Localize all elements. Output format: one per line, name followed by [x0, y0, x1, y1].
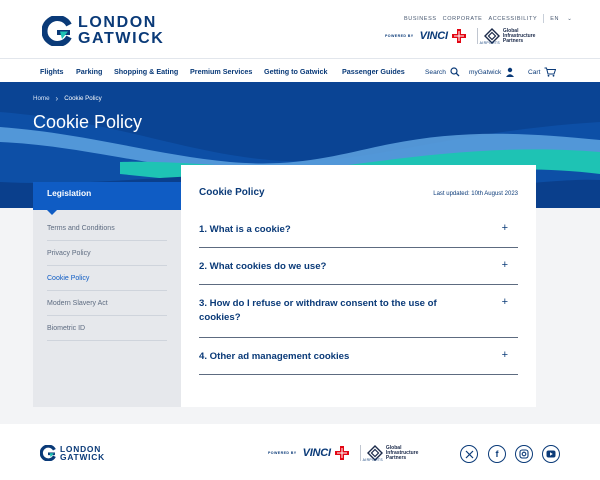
last-updated: Last updated: 10th August 2023 — [433, 191, 518, 197]
instagram-icon[interactable] — [515, 445, 533, 463]
x-icon[interactable] — [460, 445, 478, 463]
cart-icon — [544, 67, 556, 77]
footer-powered-label: POWERED BY — [268, 451, 297, 455]
footer-gip-line-2: Infrastructure — [385, 449, 419, 456]
gatwick-g-icon — [40, 445, 56, 461]
vinci-logo — [419, 28, 501, 45]
search-label: Search — [425, 68, 446, 76]
breadcrumb-current: Cookie Policy — [64, 95, 102, 102]
sidebar-heading: Legislation — [33, 182, 181, 210]
logo-wordmark — [78, 15, 164, 47]
powered-by — [385, 28, 535, 44]
sidebar-item-biometric-id[interactable]: Biometric ID — [47, 316, 167, 341]
utility-nav — [404, 14, 584, 23]
plus-icon: + — [501, 222, 508, 234]
vinci-airports-label: AIRPORTS — [479, 41, 501, 45]
facebook-icon[interactable] — [488, 445, 506, 463]
gip-wordmark — [503, 29, 536, 44]
footer-gip-wordmark — [386, 446, 419, 461]
plus-icon: + — [501, 349, 508, 361]
sidebar-list — [33, 210, 181, 341]
cart-button[interactable] — [528, 67, 556, 77]
gip-line-3: Partners — [502, 37, 524, 44]
footer-gip-line-3: Partners — [385, 454, 407, 461]
accordion-title: 2. What cookies do we use? — [199, 261, 327, 272]
accordion-item-1[interactable] — [199, 211, 518, 248]
chevron-down-icon: ⌄ — [567, 15, 573, 22]
utility-divider — [543, 14, 544, 23]
section-heading: Cookie Policy — [199, 187, 265, 198]
my-gatwick-label: myGatwick — [469, 68, 502, 76]
plus-icon: + — [501, 296, 508, 308]
logo-line-2: GATWICK — [78, 30, 165, 47]
vinci-cross-icon — [451, 28, 467, 44]
plus-icon: + — [501, 259, 508, 271]
sidebar — [33, 182, 181, 407]
youtube-icon[interactable] — [542, 445, 560, 463]
my-gatwick-button[interactable] — [469, 67, 515, 77]
utility-business-link[interactable]: BUSINESS — [404, 15, 437, 22]
youtube-glyph-icon — [546, 450, 556, 458]
sidebar-item-terms[interactable]: Terms and Conditions — [47, 216, 167, 241]
utility-accessibility-link[interactable]: ACCESSIBILITY — [488, 15, 538, 22]
footer-gip-line-1: Global — [385, 444, 402, 451]
logo-line-1: LONDON — [78, 14, 157, 31]
powered-by-label: POWERED BY — [385, 34, 414, 38]
cart-label: Cart — [528, 68, 541, 76]
main-content — [181, 165, 536, 407]
nav-parking[interactable]: Parking — [76, 67, 103, 76]
nav-flights[interactable]: Flights — [40, 67, 64, 76]
sidebar-item-privacy[interactable]: Privacy Policy — [47, 241, 167, 266]
accordion-title: 3. How do I refuse or withdraw consent to the use of cookies? — [199, 298, 437, 323]
gatwick-g-icon — [42, 16, 72, 46]
nav-shopping-eating[interactable]: Shopping & Eating — [114, 67, 179, 76]
accordion-item-2[interactable] — [199, 248, 518, 285]
accordion-title: 1. What is a cookie? — [199, 224, 291, 235]
x-glyph-icon — [465, 450, 474, 459]
gip-line-1: Global — [502, 27, 519, 34]
nav-premium-services[interactable]: Premium Services — [190, 67, 253, 76]
language-selector[interactable] — [550, 16, 578, 22]
nav-getting-to-gatwick[interactable]: Getting to Gatwick — [264, 67, 328, 76]
accordion-item-3[interactable] — [199, 285, 518, 338]
gatwick-logo[interactable] — [42, 15, 164, 47]
footer-powered-by — [268, 445, 418, 461]
vinci-cross-icon — [334, 445, 350, 461]
breadcrumb-home[interactable]: Home — [33, 95, 50, 102]
nav-passenger-guides[interactable]: Passenger Guides — [342, 67, 405, 76]
main-nav — [0, 58, 600, 82]
instagram-glyph-icon — [519, 449, 529, 459]
facebook-glyph-icon: f — [495, 449, 499, 459]
footer-vinci-wordmark: VINCI — [302, 447, 331, 459]
search-button[interactable] — [425, 67, 460, 77]
user-icon — [505, 67, 515, 77]
utility-corporate-link[interactable]: CORPORATE — [442, 15, 483, 22]
site-header — [0, 0, 600, 58]
language-label: EN — [550, 15, 560, 22]
sidebar-item-cookie-policy[interactable]: Cookie Policy — [47, 266, 167, 291]
vinci-wordmark: VINCI — [419, 30, 448, 42]
gip-line-2: Infrastructure — [502, 32, 536, 39]
sidebar-item-modern-slavery[interactable]: Modern Slavery Act — [47, 291, 167, 316]
accordion-item-4[interactable] — [199, 338, 518, 375]
chevron-right-icon: › — [55, 94, 59, 103]
page-title: Cookie Policy — [33, 112, 143, 132]
footer-logo-line-1: LONDON — [60, 444, 102, 454]
footer-vinci-airports-label: AIRPORTS — [362, 458, 384, 462]
footer-logo-line-2: GATWICK — [60, 452, 105, 463]
breadcrumb — [33, 94, 102, 103]
accordion-title: 4. Other ad management cookies — [199, 351, 350, 362]
search-icon — [450, 67, 460, 77]
footer-logo-wordmark — [60, 445, 105, 462]
footer-gatwick-logo[interactable] — [40, 445, 105, 462]
footer-vinci-logo — [302, 445, 384, 462]
site-footer — [0, 424, 600, 480]
